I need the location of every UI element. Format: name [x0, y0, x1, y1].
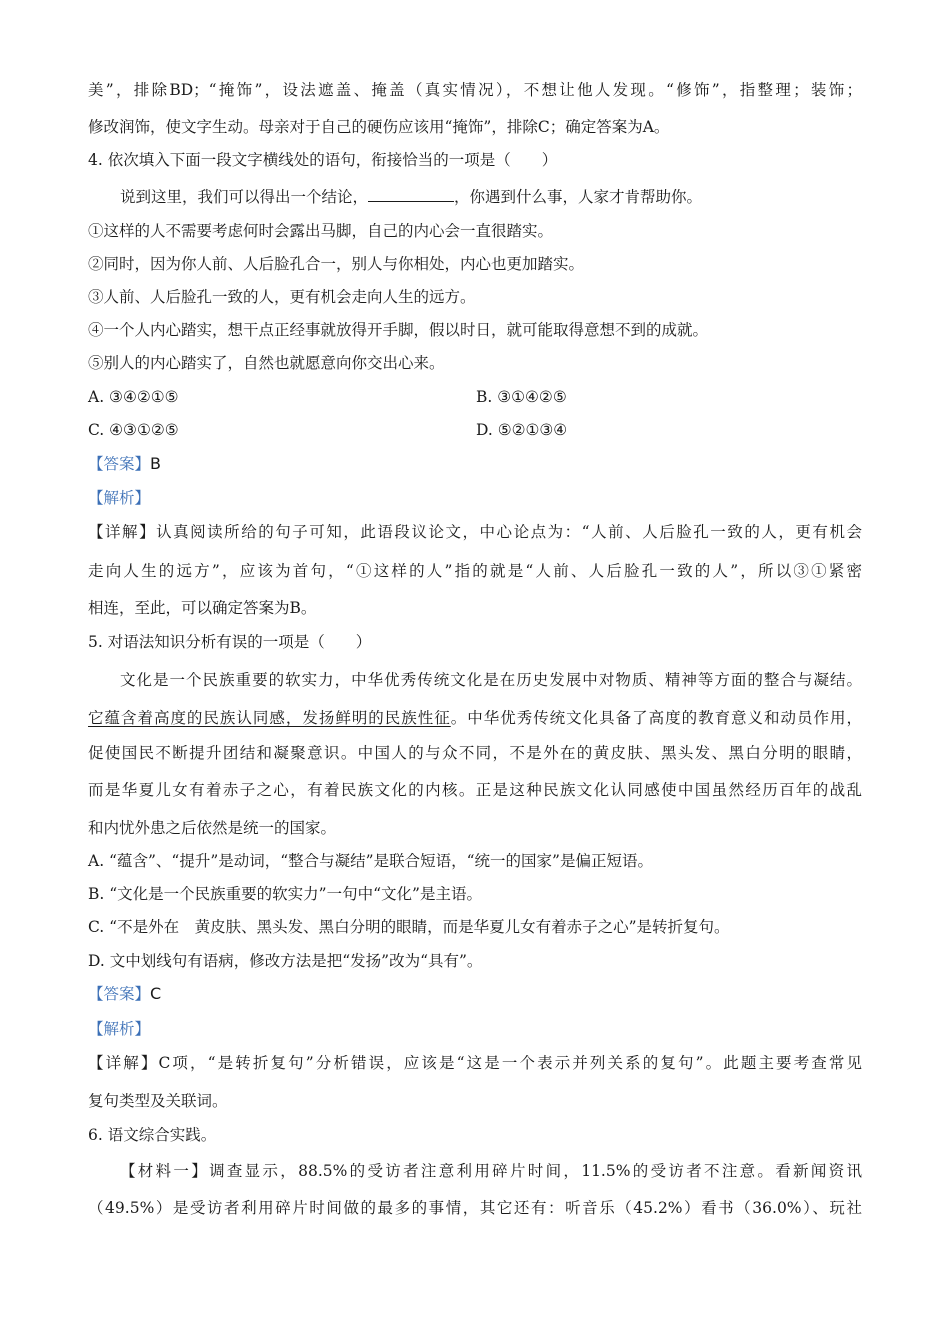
q6-material-tag: 【材料一】	[120, 1162, 210, 1180]
q4-analysis-tag: 【解析】	[88, 489, 151, 507]
q4-sentence-4: ④一个人内心踏实，想干点正经事就放得开手脚，假以时日，就可能取得意想不到的成就。	[88, 321, 709, 339]
q4-option-c: C. ④③①②⑤	[88, 421, 179, 439]
q4-detail-text-1: 认真阅读所给的句子可知，此语段议论文，中心论点为：“人前、人后脸孔一致的人，更有机会	[156, 523, 862, 541]
prev-analysis-line-2: 修改润饰，使文字生动。母亲对于自己的硬伤应该用“掩饰”，排除C；确定答案为A。	[88, 118, 670, 136]
q4-detail-line-3: 相连，至此，可以确定答案为B。	[88, 599, 317, 617]
q5-passage-line-1: 文化是一个民族重要的软实力，中华优秀传统文化是在历史发展中对物质、精神等方面的整合与凝结。	[120, 671, 862, 689]
q4-sentence-1: ①这样的人不需要考虑何时会露出马脚，自己的内心会一直很踏实。	[88, 222, 554, 240]
q5-detail-tag: 【详解】	[88, 1054, 159, 1072]
q6-material-text-1: 调查显示，88.5%的受访者注意利用碎片时间，11.5%的受访者不注意。看新闻资讯	[209, 1162, 862, 1180]
q5-detail-line-1	[88, 1052, 862, 1074]
q6-stem: 6. 语文综合实践。	[88, 1126, 217, 1144]
q5-passage-line-2	[88, 707, 862, 729]
q5-option-d: D. 文中划线句有语病，修改方法是把“发扬”改为“具有”。	[88, 952, 483, 970]
q5-answer	[88, 983, 161, 1005]
q4-answer-tag: 【答案】	[88, 455, 151, 473]
q5-underlined-sentence: 它蕴含着高度的民族认同感，发扬鲜明的民族性征	[88, 709, 451, 727]
q5-detail-line-2: 复句类型及关联词。	[88, 1092, 228, 1110]
q4-analysis	[88, 487, 150, 509]
q5-option-b: B. “文化是一个民族重要的软实力”一句中“文化”是主语。	[88, 885, 482, 903]
q5-answer-value: C	[150, 984, 162, 1003]
q6-material-line-1	[120, 1160, 862, 1182]
q4-detail-line-1	[88, 521, 862, 543]
q5-detail-text-1: C项，“是转折复句”分析错误，应该是“这是一个表示并列关系的复句”。此题主要考查常见	[158, 1054, 862, 1072]
q4-passage-after: ，你遇到什么事，人家才肯帮助你。	[454, 188, 703, 206]
q4-option-d: D. ⑤②①③④	[476, 421, 568, 439]
q5-option-c: C. “不是外在 黄皮肤、黑头发、黑白分明的眼睛，而是华夏儿女有着赤子之心”是转折复句。	[88, 918, 730, 936]
q4-detail-line-2: 走向人生的远方”，应该为首句，“①这样的人”指的就是“人前、人后脸孔一致的人”，所以③①紧密	[88, 562, 862, 580]
q5-analysis	[88, 1018, 150, 1040]
q5-analysis-tag: 【解析】	[88, 1020, 151, 1038]
q4-sentence-3: ③人前、人后脸孔一致的人，更有机会走向人生的远方。	[88, 288, 476, 306]
q4-fill-blank	[368, 187, 454, 202]
q5-passage-line-5: 和内忧外患之后依然是统一的国家。	[88, 819, 337, 837]
q6-material-line-2: （49.5%）是受访者利用碎片时间做的最多的事情，其它还有：听音乐（45.2%）看书（36.0%）、玩社	[88, 1199, 862, 1217]
q5-answer-tag: 【答案】	[88, 985, 151, 1003]
q4-option-a: A. ③④②①⑤	[88, 388, 179, 406]
q4-option-b: B. ③①④②⑤	[476, 388, 567, 406]
q4-passage-before: 说到这里，我们可以得出一个结论，	[120, 188, 369, 206]
q4-sentence-5: ⑤别人的内心踏实了，自然也就愿意向你交出心来。	[88, 354, 445, 372]
prev-analysis-line-1: 美”，排除BD；“掩饰”，设法遮盖、掩盖（真实情况），不想让他人发现。“修饰”，指整理；装饰；	[88, 81, 862, 99]
q4-stem: 4. 依次填入下面一段文字横线处的语句，衔接恰当的一项是（ ）	[88, 151, 558, 169]
q5-passage-line-2-rest: 。中华优秀传统文化具备了高度的教育意义和动员作用，	[450, 709, 862, 727]
q5-passage-line-4: 而是华夏儿女有着赤子之心，有着民族文化的内核。正是这种民族文化认同感使中国虽然经历百年的战乱	[88, 781, 862, 799]
q4-answer	[88, 453, 161, 475]
q5-passage-line-3: 促使国民不断提升团结和凝聚意识。中国人的与众不同，不是外在的黄皮肤、黑头发、黑白分明的眼睛，	[88, 744, 862, 762]
q5-option-a: A. “蕴含”、“提升”是动词，“整合与凝结”是联合短语，“统一的国家”是偏正短语。	[88, 852, 653, 870]
q4-sentence-2: ②同时，因为你人前、人后脸孔合一，别人与你相处，内心也更加踏实。	[88, 255, 585, 273]
q4-answer-value: B	[150, 454, 161, 473]
q4-detail-tag: 【详解】	[88, 523, 157, 541]
q5-stem: 5. 对语法知识分析有误的一项是（ ）	[88, 633, 372, 651]
q4-passage	[120, 186, 702, 208]
